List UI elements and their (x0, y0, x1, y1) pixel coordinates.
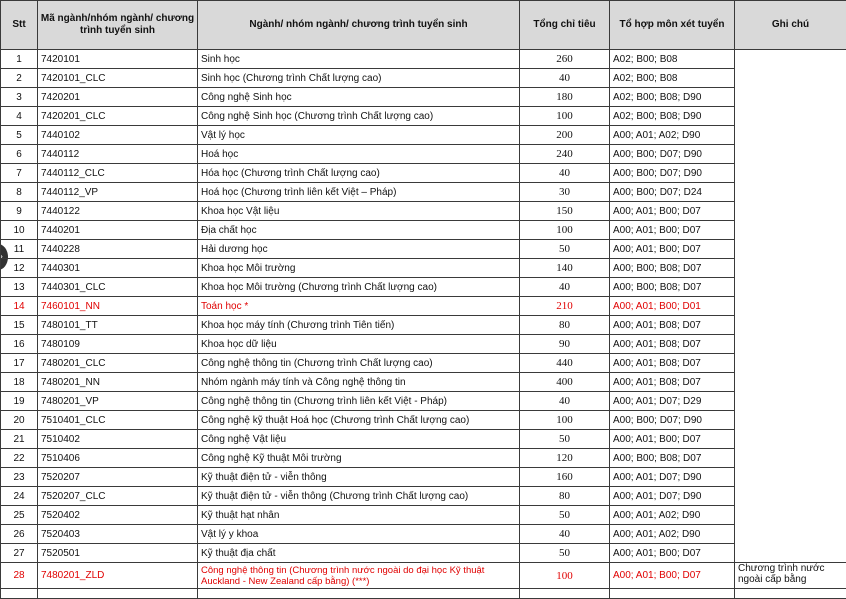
row-combo: A00; A01; B00; D07 (610, 221, 735, 240)
row-stt: 23 (1, 468, 38, 487)
row-total: 100 (520, 563, 610, 589)
row-stt: 17 (1, 354, 38, 373)
row-code: 7510406 (38, 449, 198, 468)
table-row (1, 107, 846, 126)
table-row (1, 449, 846, 468)
row-combo: A00; A01; B00; D07 (610, 430, 735, 449)
row-code: 7520403 (38, 525, 198, 544)
table-row (1, 145, 846, 164)
table-row (1, 164, 846, 183)
row-total: 50 (520, 240, 610, 259)
row-code: 7420101_CLC (38, 69, 198, 88)
row-code: 7480201_CLC (38, 354, 198, 373)
row-code: 7510402 (38, 430, 198, 449)
row-code: 7460101_NN (38, 297, 198, 316)
row-name: Công nghệ Kỹ thuật Môi trường (198, 449, 520, 468)
row-name: Nhóm ngành máy tính và Công nghệ thông tin (198, 373, 520, 392)
row-total: 150 (520, 202, 610, 221)
row-name: Công nghệ Sinh học (198, 88, 520, 107)
row-combo: A02; B00; B08; D90 (610, 107, 735, 126)
empty-cell (1, 589, 38, 599)
row-stt: 11 (1, 240, 38, 259)
row-stt: 1 (1, 50, 38, 69)
row-combo: A00; B00; D07; D24 (610, 183, 735, 202)
row-total: 50 (520, 506, 610, 525)
row-name: Kỹ thuật địa chất (198, 544, 520, 563)
row-stt: 16 (1, 335, 38, 354)
row-combo: A00; A01; A02; D90 (610, 525, 735, 544)
row-combo: A00; A01; D07; D90 (610, 487, 735, 506)
table-row (1, 354, 846, 373)
row-stt: 6 (1, 145, 38, 164)
row-name: Công nghệ thông tin (Chương trình nước ngoài do đại học Kỹ thuật Auckland - New Zealand cấp bằng) (***) (198, 563, 520, 589)
row-stt: 20 (1, 411, 38, 430)
row-combo: A00; A01; D07; D29 (610, 392, 735, 411)
table-row (1, 373, 846, 392)
row-name: Công nghệ thông tin (Chương trình liên kết Việt - Pháp) (198, 392, 520, 411)
empty-cell (735, 589, 846, 599)
header-note: Ghi chú (735, 1, 846, 50)
row-code: 7440102 (38, 126, 198, 145)
row-name: Hoá học (198, 145, 520, 164)
row-stt: 24 (1, 487, 38, 506)
row-total: 210 (520, 297, 610, 316)
row-stt: 12 (1, 259, 38, 278)
row-code: 7520501 (38, 544, 198, 563)
header-combo: Tổ hợp môn xét tuyển (610, 1, 735, 50)
row-total: 240 (520, 145, 610, 164)
row-stt: 28 (1, 563, 38, 589)
row-combo: A00; A01; B00; D07 (610, 544, 735, 563)
row-code: 7440201 (38, 221, 198, 240)
table-row (1, 69, 846, 88)
row-name: Kỹ thuật điện tử - viễn thông (198, 468, 520, 487)
row-combo: A00; B00; B08; D07 (610, 449, 735, 468)
row-stt: 26 (1, 525, 38, 544)
empty-cell (198, 589, 520, 599)
row-code: 7420201_CLC (38, 107, 198, 126)
table-row (1, 259, 846, 278)
row-combo: A02; B00; B08 (610, 50, 735, 69)
row-name: Công nghệ Vật liệu (198, 430, 520, 449)
table-row (1, 240, 846, 259)
empty-cell (610, 589, 735, 599)
row-total: 100 (520, 221, 610, 240)
row-combo: A00; A01; B00; D01 (610, 297, 735, 316)
row-name: Khoa học Vật liệu (198, 202, 520, 221)
row-combo: A00; A01; B00; D07 (610, 240, 735, 259)
table-row (1, 278, 846, 297)
row-name: Công nghệ kỹ thuật Hoá học (Chương trình Chất lượng cao) (198, 411, 520, 430)
row-code: 7420201 (38, 88, 198, 107)
row-total: 180 (520, 88, 610, 107)
row-stt: 22 (1, 449, 38, 468)
row-code: 7440112 (38, 145, 198, 164)
row-combo: A00; B00; B08; D07 (610, 278, 735, 297)
row-stt: 19 (1, 392, 38, 411)
row-combo: A02; B00; B08 (610, 69, 735, 88)
row-code: 7440301 (38, 259, 198, 278)
header-stt: Stt (1, 1, 38, 50)
row-combo: A00; A01; D07; D90 (610, 468, 735, 487)
row-name: Hải dương học (198, 240, 520, 259)
row-stt: 27 (1, 544, 38, 563)
row-combo: A00; B00; D07; D90 (610, 411, 735, 430)
table-body (1, 50, 846, 599)
row-name: Vật lý y khoa (198, 525, 520, 544)
table-row (1, 50, 846, 69)
header-name: Ngành/ nhóm ngành/ chương trình tuyển sinh (198, 1, 520, 50)
row-combo: A00; A01; B08; D07 (610, 354, 735, 373)
row-stt: 4 (1, 107, 38, 126)
row-total: 90 (520, 335, 610, 354)
row-combo: A00; B00; D07; D90 (610, 164, 735, 183)
row-name: Kỹ thuật hạt nhân (198, 506, 520, 525)
table-row (1, 468, 846, 487)
row-combo: A00; A01; B08; D07 (610, 373, 735, 392)
row-name: Sinh học (198, 50, 520, 69)
row-code: 7440228 (38, 240, 198, 259)
table-row (1, 563, 846, 589)
table-row (1, 487, 846, 506)
row-name: Khoa học dữ liệu (198, 335, 520, 354)
row-combo: A00; B00; D07; D90 (610, 145, 735, 164)
row-total: 260 (520, 50, 610, 69)
row-combo: A00; A01; B08; D07 (610, 335, 735, 354)
row-stt: 13 (1, 278, 38, 297)
row-total: 40 (520, 525, 610, 544)
header-total: Tổng chỉ tiêu (520, 1, 610, 50)
row-total: 50 (520, 544, 610, 563)
header-row (1, 1, 846, 50)
row-name: Sinh học (Chương trình Chất lượng cao) (198, 69, 520, 88)
row-stt: 7 (1, 164, 38, 183)
row-code: 7480201_ZLD (38, 563, 198, 589)
row-combo: A00; B00; B08; D07 (610, 259, 735, 278)
row-code: 7440112_CLC (38, 164, 198, 183)
row-stt: 15 (1, 316, 38, 335)
row-total: 400 (520, 373, 610, 392)
row-name: Hoá học (Chương trình liên kết Việt – Pháp) (198, 183, 520, 202)
row-stt: 9 (1, 202, 38, 221)
row-total: 40 (520, 69, 610, 88)
table-row (1, 297, 846, 316)
row-code: 7480101_TT (38, 316, 198, 335)
table-row (1, 316, 846, 335)
row-combo: A00; A01; B00; D07 (610, 563, 735, 589)
row-note: Chương trình nước ngoài cấp bằng (735, 563, 846, 589)
row-code: 7440122 (38, 202, 198, 221)
row-stt: 8 (1, 183, 38, 202)
row-total: 100 (520, 107, 610, 126)
empty-cell (520, 589, 610, 599)
row-combo: A00; A01; A02; D90 (610, 126, 735, 145)
row-stt: 3 (1, 88, 38, 107)
table-row (1, 430, 846, 449)
row-total: 80 (520, 316, 610, 335)
row-name: Toán học * (198, 297, 520, 316)
row-note-empty (735, 50, 846, 563)
empty-cell (38, 589, 198, 599)
row-name: Địa chất học (198, 221, 520, 240)
row-combo: A00; A01; A02; D90 (610, 506, 735, 525)
table-row-partial (1, 589, 846, 599)
row-total: 100 (520, 411, 610, 430)
row-name: Khoa học máy tính (Chương trình Tiên tiến) (198, 316, 520, 335)
row-total: 440 (520, 354, 610, 373)
row-code: 7520402 (38, 506, 198, 525)
row-code: 7480201_VP (38, 392, 198, 411)
header-code: Mã ngành/nhóm ngành/ chương trình tuyển sinh (38, 1, 198, 50)
row-stt: 10 (1, 221, 38, 240)
row-name: Khoa học Môi trường (198, 259, 520, 278)
table-row (1, 202, 846, 221)
table-row (1, 411, 846, 430)
row-total: 120 (520, 449, 610, 468)
table-row (1, 88, 846, 107)
row-name: Kỹ thuật điện tử - viễn thông (Chương trình Chất lượng cao) (198, 487, 520, 506)
row-total: 140 (520, 259, 610, 278)
row-total: 200 (520, 126, 610, 145)
row-combo: A00; A01; B08; D07 (610, 316, 735, 335)
row-code: 7510401_CLC (38, 411, 198, 430)
row-stt: 21 (1, 430, 38, 449)
row-total: 30 (520, 183, 610, 202)
table-row (1, 392, 846, 411)
row-name: Công nghệ Sinh học (Chương trình Chất lượng cao) (198, 107, 520, 126)
row-stt: 2 (1, 69, 38, 88)
row-stt: 25 (1, 506, 38, 525)
row-total: 50 (520, 430, 610, 449)
row-stt: 14 (1, 297, 38, 316)
row-code: 7440301_CLC (38, 278, 198, 297)
row-combo: A02; B00; B08; D90 (610, 88, 735, 107)
row-total: 40 (520, 278, 610, 297)
row-code: 7480109 (38, 335, 198, 354)
row-code: 7520207_CLC (38, 487, 198, 506)
table-row (1, 506, 846, 525)
row-total: 40 (520, 392, 610, 411)
table-row (1, 525, 846, 544)
row-stt: 5 (1, 126, 38, 145)
row-code: 7480201_NN (38, 373, 198, 392)
row-stt: 18 (1, 373, 38, 392)
table-row (1, 335, 846, 354)
row-code: 7440112_VP (38, 183, 198, 202)
table-row (1, 126, 846, 145)
row-combo: A00; A01; B00; D07 (610, 202, 735, 221)
row-name: Vật lý học (198, 126, 520, 145)
row-total: 80 (520, 487, 610, 506)
row-total: 40 (520, 164, 610, 183)
table-row (1, 221, 846, 240)
row-name: Khoa học Môi trường (Chương trình Chất lượng cao) (198, 278, 520, 297)
row-name: Hóa học (Chương trình Chất lượng cao) (198, 164, 520, 183)
row-total: 160 (520, 468, 610, 487)
table-row (1, 544, 846, 563)
table-row (1, 183, 846, 202)
row-code: 7420101 (38, 50, 198, 69)
row-code: 7520207 (38, 468, 198, 487)
row-name: Công nghệ thông tin (Chương trình Chất lượng cao) (198, 354, 520, 373)
